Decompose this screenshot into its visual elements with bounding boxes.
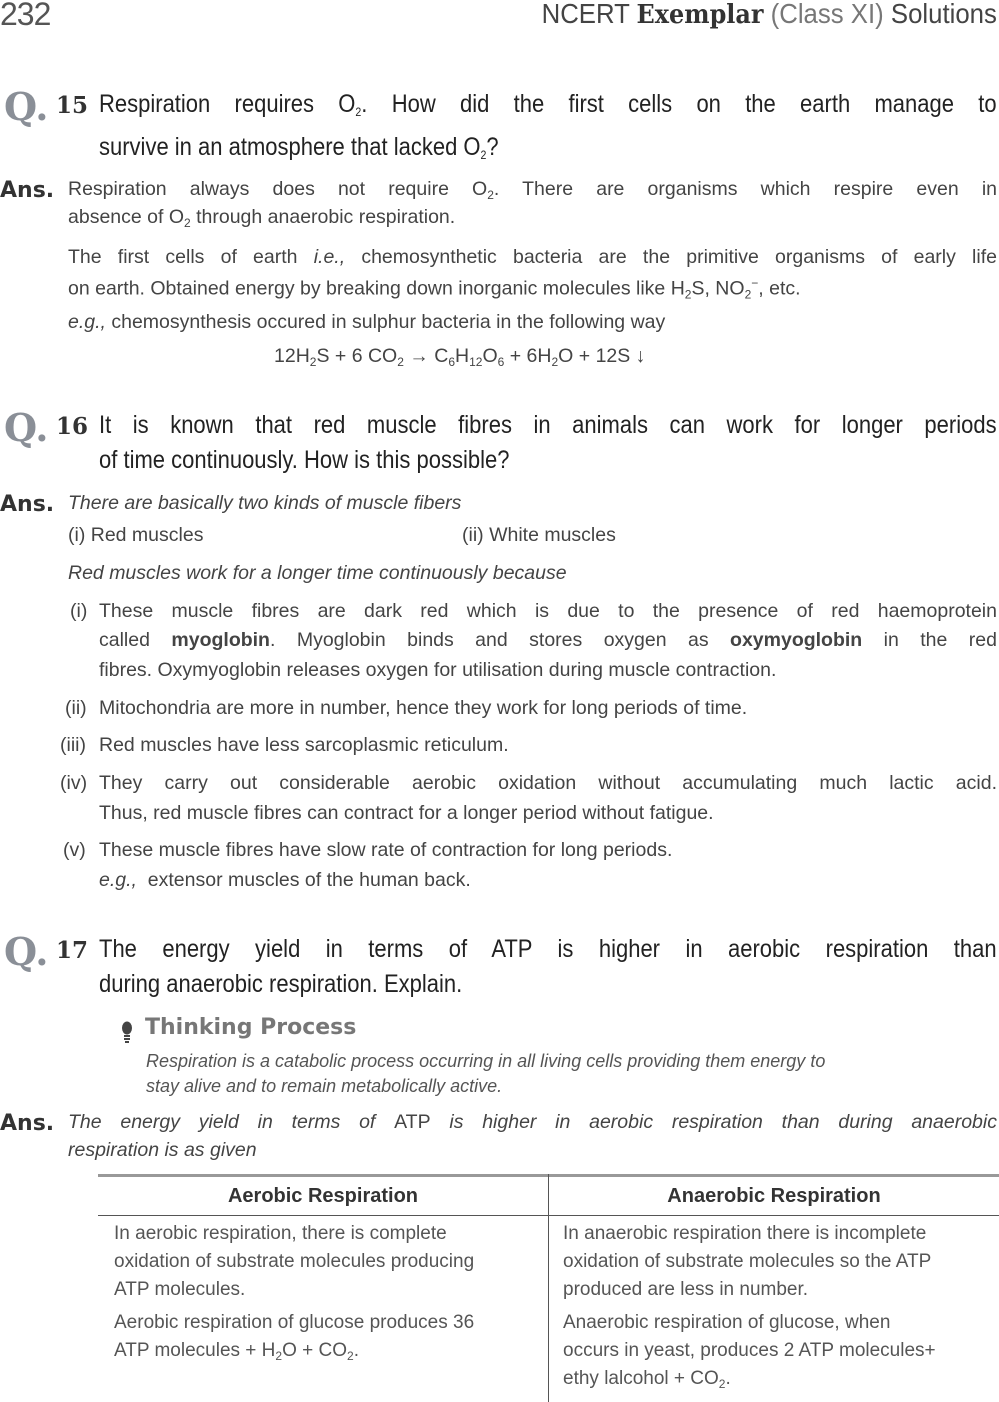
table-cell [563,1309,936,1398]
t: Anaerobic respiration of glucose, when [563,1312,891,1333]
list-number: (iv) [60,772,88,794]
t: 12H [274,345,310,367]
t: . [725,1368,731,1389]
sub: 2 [487,188,494,202]
t: in the red [862,629,997,651]
t: oxymyoglobin [730,629,863,651]
table-cell [563,1220,931,1304]
page-number: 232 [0,0,51,32]
question-mark: Q. [4,84,49,129]
list-text: fibres. Oxymyoglobin releases oxygen for utilisation during muscle contraction. [99,659,777,681]
t: survive in an atmosphere that lacked O [99,133,481,161]
t: Respiration always does not require O [68,178,488,200]
list-number: (iii) [60,734,86,756]
table-cell [114,1220,474,1304]
header-divider [98,1215,999,1216]
thinking-process-text: Respiration is a catabolic process occurring in all living cells providing them energy to [146,1051,826,1071]
table-cell [114,1309,474,1370]
column-divider [548,1174,549,1402]
answer-label: Ans. [0,492,55,517]
sub: 2 [684,287,692,302]
sub: 2 [355,105,362,119]
question-text: It is known that red muscle fibres in animals can work for longer periods [99,411,997,439]
t: oxidation of substrate molecules so the ATP [563,1251,932,1272]
table-header: Aerobic Respiration [227,1185,419,1207]
answer-label: Ans. [0,1111,55,1136]
t: occurs in yeast, produces 2 ATP molecules+ [563,1340,936,1361]
t: In anaerobic respiration there is incomplete [563,1223,927,1244]
sup: − [751,276,759,290]
t: ATP [394,1111,431,1133]
thinking-process-title: Thinking Process [145,1015,357,1040]
list-number: (i) [70,600,88,622]
list-text [99,869,471,892]
comparison-table [98,1174,999,1402]
t: Aerobic respiration of glucose produces 36 [114,1312,475,1333]
sub: 2 [347,1349,354,1363]
question-number: 16 [56,413,89,440]
sub: 2 [309,355,317,369]
t: absence of O [68,206,184,228]
t: O [482,345,498,367]
list-text: Mitochondria are more in number, hence they work for long periods of time. [99,697,748,719]
t: + 6H [504,345,552,367]
t: S, NO [691,277,745,300]
answer-text: respiration is as given [68,1139,257,1161]
t: ATP molecules + H [114,1340,276,1361]
list-item: (i) Red muscles [68,524,204,546]
question-text: of time continuously. How is this possible? [99,446,510,474]
question-mark: Q. [4,405,49,450]
answer-text: There are basically two kinds of muscle fibers [68,492,462,514]
t: produced are less in number. [563,1279,809,1300]
t: chemosynthesis occured in sulphur bacteria in the following way [105,311,666,333]
sub: 2 [480,148,487,162]
t: e.g., [68,311,106,333]
table-header: Anaerobic Respiration [667,1185,881,1207]
list-text: These muscle fibres have slow rate of contraction for long periods. [99,839,673,861]
list-text: Red muscles have less sarcoplasmic reticulum. [99,734,509,756]
t: . How did the first cells on the earth manage to [361,90,997,118]
t: . Myoglobin binds and stores oxygen as [269,629,731,651]
list-item: (ii) White muscles [462,524,616,546]
header-prefix: NCERT [541,0,630,29]
list-text: Thus, red muscle fibres can contract for a longer period without fatigue. [99,802,714,824]
answer-text [68,311,665,334]
question-text [99,90,997,119]
question-text: The energy yield in terms of ATP is higher in aerobic respiration than [99,935,997,963]
t: myoglobin [171,629,270,651]
t: is higher in aerobic respiration than during anaerobic [430,1111,997,1133]
t: i.e., [313,246,346,268]
t: O + CO [282,1340,348,1361]
t: chemosynthetic bacteria are the primitive organisms of early life [345,246,997,268]
answer-label: Ans. [0,178,55,203]
sub: 12 [469,355,483,369]
header-class: (Class XI) [770,0,884,29]
t: The first cells of earth [68,246,314,268]
sub: 2 [744,287,752,302]
t: . [353,1340,359,1361]
answer-text [68,276,801,302]
t: → C [403,345,449,367]
thinking-process-text: stay alive and to remain metabolically active. [146,1076,503,1096]
t: Respiration requires O [99,90,356,118]
answer-text: Red muscles work for a longer time continuously because [68,562,567,584]
header-suffix: Solutions [891,0,997,29]
sub: 6 [448,355,456,369]
t: The energy yield in terms of [68,1111,395,1133]
t: . There are organisms which respire even in [493,178,998,200]
list-text: These muscle fibres are dark red which is due to the presence of red haemoprotein [99,600,997,622]
list-text: They carry out considerable aerobic oxidation without accumulating much lactic acid. [99,772,997,794]
header-bold: Exemplar [636,0,764,30]
t: ? [486,133,499,161]
running-header [542,0,997,30]
chemical-equation [274,345,645,369]
t: In aerobic respiration, there is complete [114,1223,447,1244]
sub: 2 [397,355,404,369]
t: ethy lalcohol + CO [563,1368,719,1389]
answer-text [68,178,997,202]
answer-text [68,206,455,230]
list-text [99,629,997,652]
t [563,1365,936,1398]
t: e.g., [99,869,137,891]
sub: 2 [184,216,191,230]
t: O + 12S ↓ [558,345,646,367]
sub: 2 [551,355,559,369]
lightbulb-icon [121,1021,133,1050]
sub: 2 [718,1377,726,1391]
question-text [99,133,997,162]
t: on earth. Obtained energy by breaking down inorganic molecules like H [68,277,685,300]
question-mark: Q. [4,929,49,974]
question-number: 17 [56,937,89,964]
question-text: during anaerobic respiration. Explain. [99,970,463,998]
list-number: (v) [63,839,86,861]
t: S + 6 CO [316,345,398,367]
sub: 2 [275,1349,283,1363]
t: called [99,629,172,651]
t: oxidation of substrate molecules producing [114,1251,475,1272]
t: ATP molecules. [114,1279,246,1300]
list-number: (ii) [65,697,87,719]
t: extensor muscles of the human back. [136,869,471,891]
t: through anaerobic respiration. [190,206,456,228]
t [114,1337,474,1370]
t: , etc. [758,277,801,300]
sub: 6 [497,355,505,369]
question-number: 15 [56,92,89,119]
answer-text [68,246,997,269]
answer-text [68,1111,997,1134]
t: H [455,345,470,367]
